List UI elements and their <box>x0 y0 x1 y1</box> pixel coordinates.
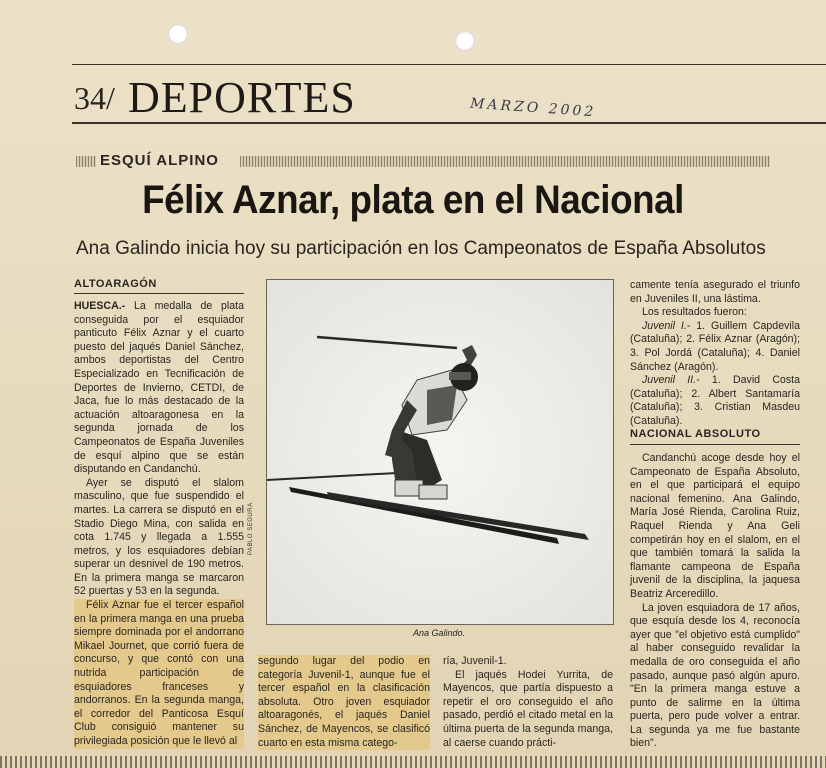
result-text: 1. David Costa (Cataluña); 2. Albert Santamaría (Cataluña); 3. Cristian Masdeu (Cataluña). <box>630 374 800 427</box>
paragraph: Félix Aznar fue el tercer español en la primera manga en una prueba siempre dominada por el andorrano Mikael Journet, que corrió fuera de concurso, y que contó con una nutrida participación de esquiadores franceses y andorranos. En la segunda manga, el corredor del Panticosa Esquí Club consiguió mantener su privilegiada posición que le llevó al <box>74 599 244 747</box>
byline-rule <box>74 293 244 294</box>
byline: ALTOARAGÓN <box>74 278 157 290</box>
paragraph: Ayer se disputó el slalom masculino, que fue suspendido el martes. La carrera se disputó en el Stadio Diego Mina, con salida en cota 1.745 y llegada a 1.555 metros, y los esquiadores debían superar un desnivel de 190 metros. En la primera manga se marcaron 52 puertas y 53 en la segunda. <box>74 476 244 598</box>
column-4 <box>630 279 800 429</box>
paragraph-text: La medalla de plata conseguida por el esquiador panticuto Félix Aznar y el cuarto puesto del jaqués Daniel Sánchez, ambos deportistas del Centro Especializado en Tecnificación de Deportes de Invierno, CETDI, de Jaca, fue lo más destacado de la actuación altoaragonesa en la segunda jornada de los Campeonatos de España Juveniles de esquí alpino que se están disputando en Candanchú. <box>74 300 245 476</box>
result-label: Juvenil I.- <box>642 319 691 332</box>
punch-hole <box>168 24 188 44</box>
result-label: Juvenil II.- <box>642 374 700 387</box>
kicker-bar <box>240 156 770 167</box>
paragraph: ría, Juvenil-1. <box>443 655 507 667</box>
paragraph <box>630 320 800 374</box>
photo-caption: Ana Galindo. <box>412 628 466 638</box>
subsection-rule <box>630 444 800 445</box>
punch-hole <box>455 31 475 51</box>
kicker-bar <box>76 156 96 167</box>
section-title: DEPORTES <box>128 73 356 122</box>
paragraph: Los resultados fueron: <box>642 306 747 319</box>
torn-edge <box>0 756 826 768</box>
column-4-continued <box>630 452 800 751</box>
paragraph: La joven esquiadora de 17 años, que esquía desde los 4, reconocía ayer que "el objetivo está cumplido" al haber conseguido revalidar la medalla de oro conseguida el año pasado, aunque pasó algún apuro. "En la primera manga estuve a punto de salirme en la última puerta, pero pude volver a entrar. La segunda ya me fue bastante bien". <box>630 601 800 750</box>
top-rule <box>72 64 826 65</box>
page-number: 34/ <box>74 80 115 116</box>
column-1 <box>74 300 244 749</box>
paragraph: El jaqués Hodei Yurrita, de Mayencos, que partía dispuesto a repetir el oro conseguido el año pasado, perdió el citado metal en la última puerta de la segunda manga, al caerse cuando prácti- <box>443 668 613 749</box>
headline: Félix Aznar, plata en el Nacional <box>142 178 684 222</box>
paragraph <box>74 300 244 477</box>
dateline: HUESCA.- <box>74 300 126 312</box>
column-2 <box>258 655 430 750</box>
paragraph: segundo lugar del podio en categoría Juvenil-1, aunque fue el tercer español en la clasificación absoluta. Otro joven esquiador altoaragonés, el jaqués Daniel Sánchez, de Mayencos, se clasificó cuarto en esta misma catego- <box>258 655 430 749</box>
subsection-title: NACIONAL ABSOLUTO <box>630 428 761 440</box>
paragraph: Candanchú acoge desde hoy el Campeonato de España Absoluto, en el que participará el equipo nacional femenino. Ana Galindo, María José Rienda, Carolina Ruiz, Raquel Rienda y Ana Geli competirán hoy en el slalom, en el que también tomará la salida la flamante campeona de España juvenil de la disciplina, la jaquesa Beatriz Arceredillo. <box>630 452 800 600</box>
subheadline: Ana Galindo inicia hoy su participación en los Campeonatos de España Absolutos <box>76 238 766 259</box>
kicker: ESQUÍ ALPINO <box>100 152 219 169</box>
column-3 <box>443 655 613 750</box>
skier-illustration <box>267 280 613 624</box>
result-text: 1. Guillem Capdevila (Cataluña); 2. Félix Aznar (Aragón); 3. Pol Jordá (Cataluña); 4. Daniel Sánchez (Aragón). <box>630 319 800 373</box>
paragraph: camente tenía asegurado el triunfo en Juveniles II, una lástima. <box>630 279 800 305</box>
skier-photo <box>266 279 614 625</box>
photo-credit: PABLO SEGURA <box>248 502 254 555</box>
paragraph <box>630 374 800 428</box>
handwritten-date: MARZO 2002 <box>469 95 597 121</box>
